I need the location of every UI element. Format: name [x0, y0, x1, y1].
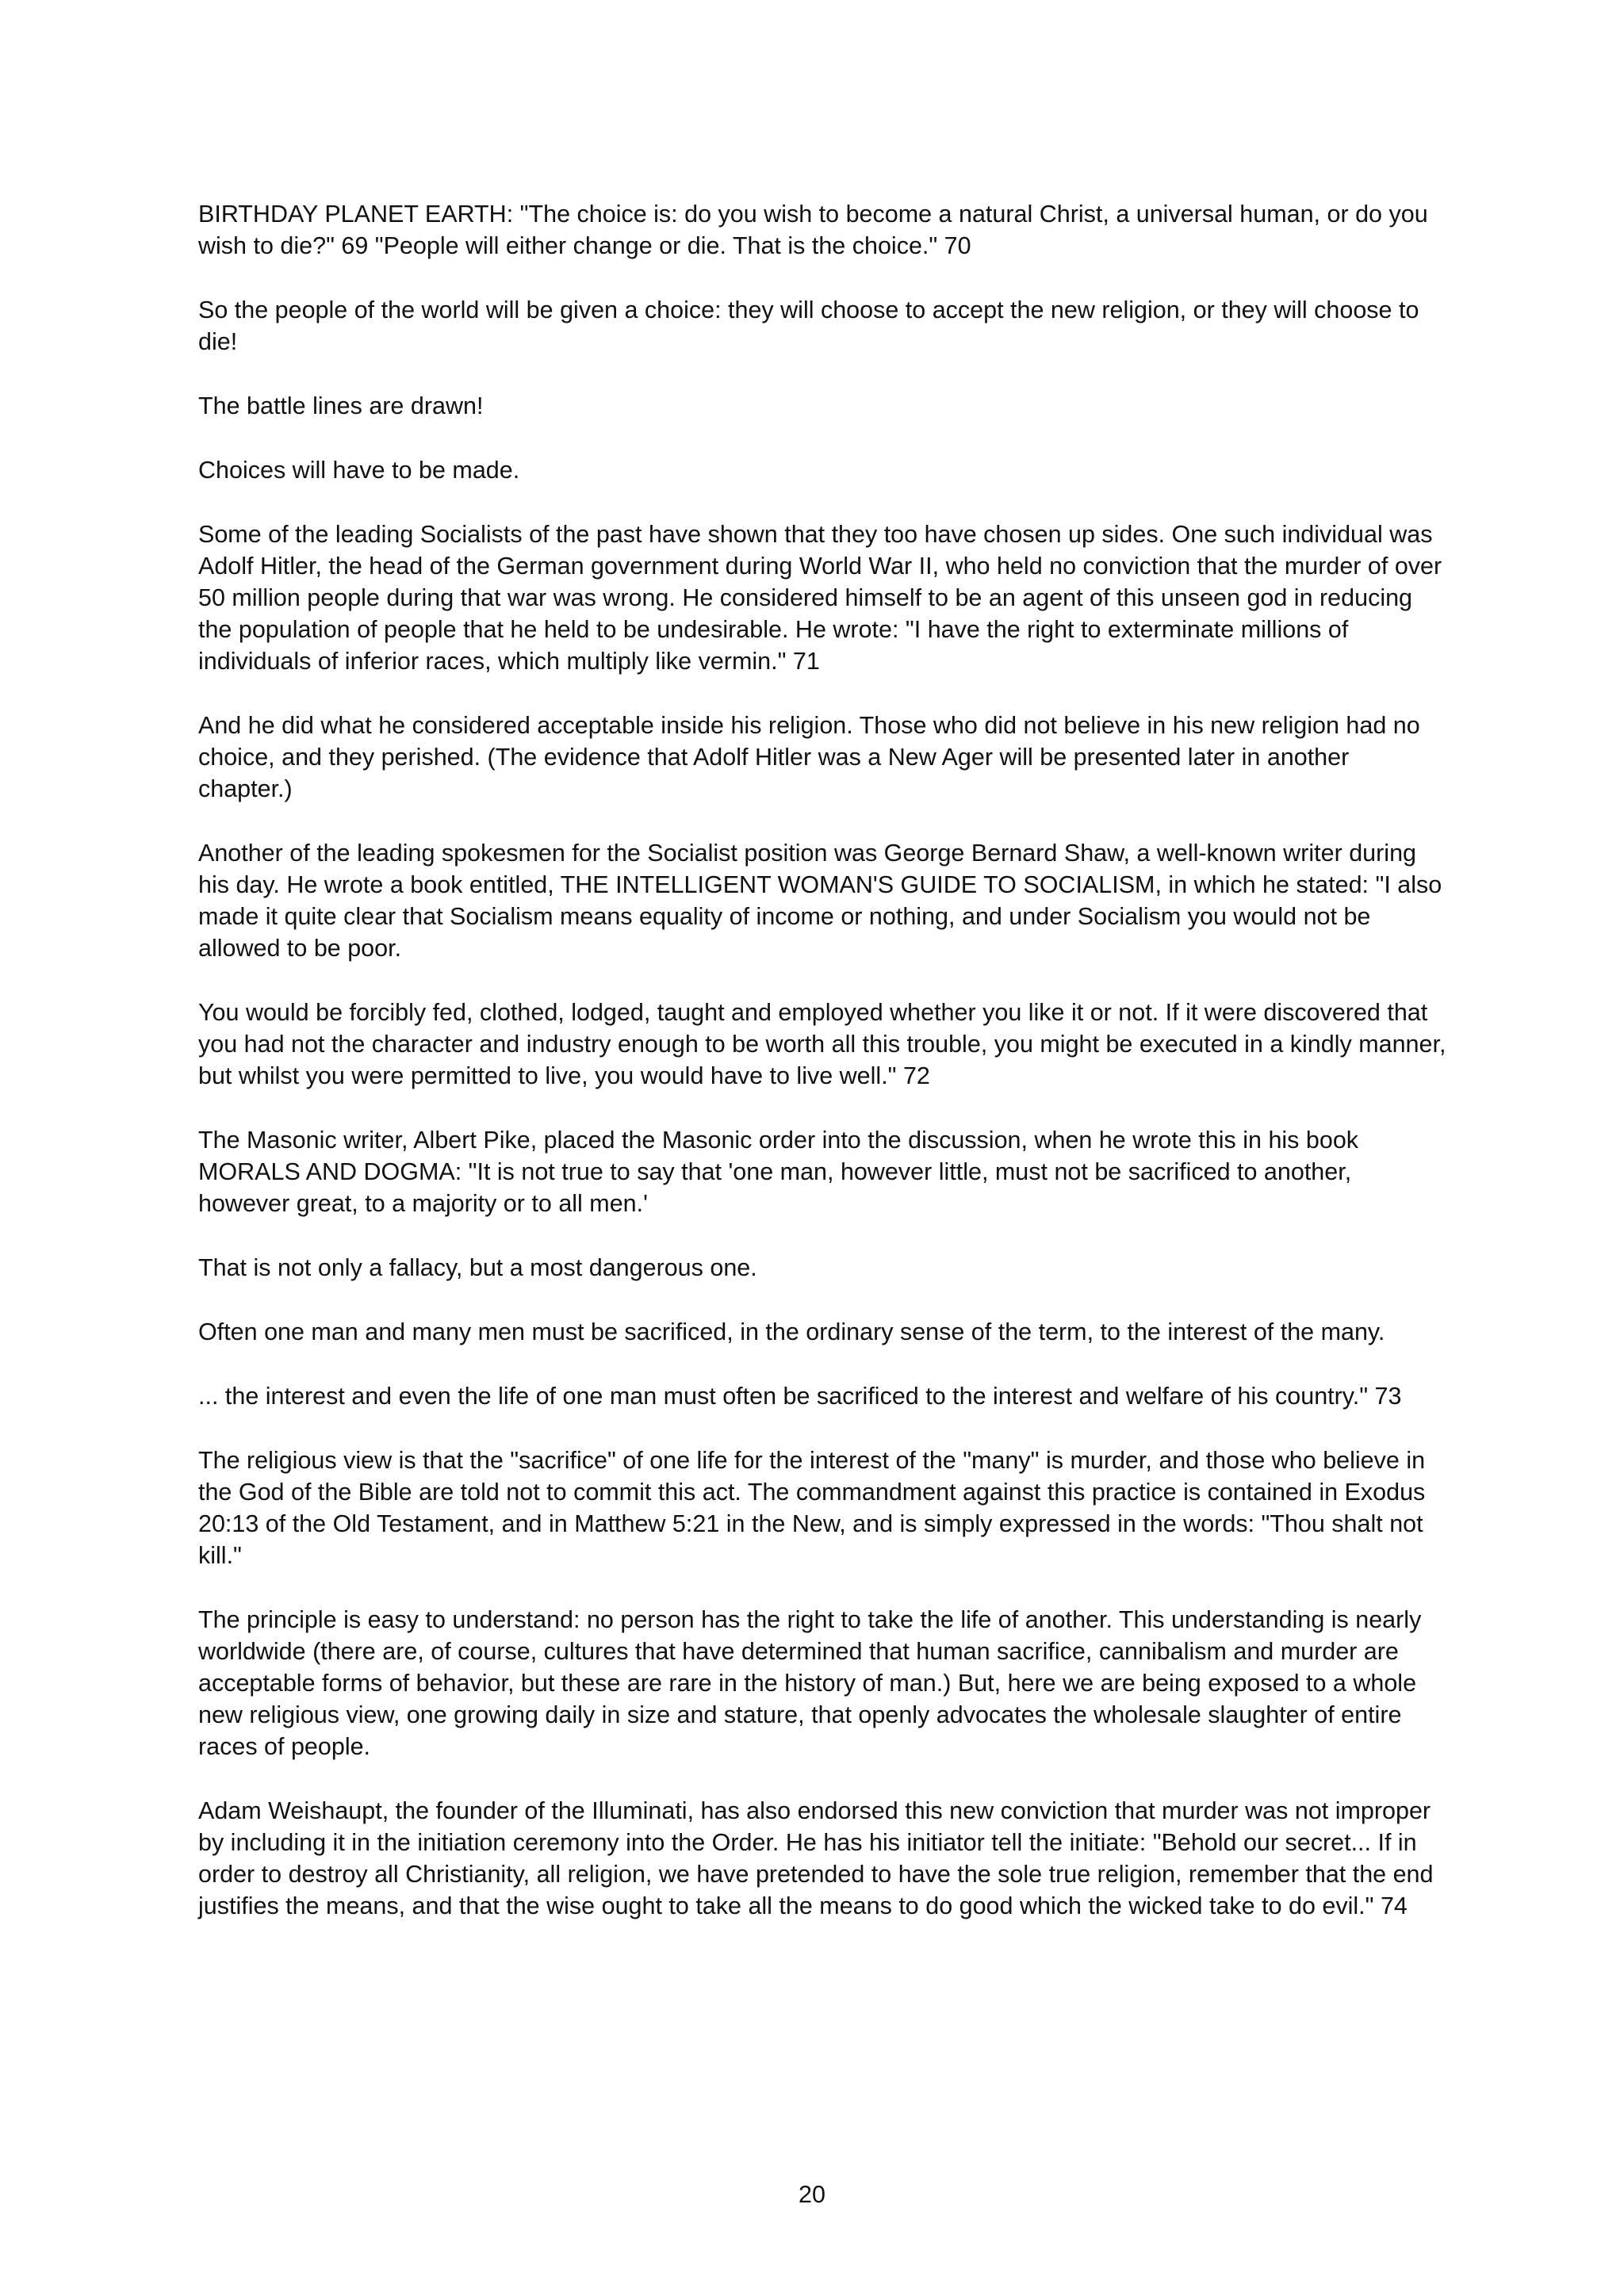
page-body — [198, 198, 1447, 1954]
paragraph: And he did what he considered acceptable inside his religion. Those who did not believe in his new religion had no choice, and they perished. (The evidence that Adolf Hitler was a New Ager will be presented later in another chapter.) — [198, 712, 1420, 802]
paragraph: Choices will have to be made. — [198, 457, 520, 484]
paragraph: ... the interest and even the life of one man must often be sacrificed to the interest and welfare of his country." 73 — [198, 1383, 1402, 1410]
page-number: 20 — [799, 2181, 825, 2208]
paragraph: The religious view is that the "sacrifice" of one life for the interest of the "many" is murder, and those who believe in the God of the Bible are told not to commit this act. The commandment against this practice is contained in Exodus 20:13 of the Old Testament, and in Matthew 5:21 in the New, and is simply expressed in the words: "Thou shalt not kill." — [198, 1447, 1426, 1569]
paragraph: So the people of the world will be given a choice: they will choose to accept the new religion, or they will choose to die! — [198, 297, 1419, 355]
paragraph: The Masonic writer, Albert Pike, placed the Masonic order into the discussion, when he wrote this in his book MORALS AND DOGMA: "It is not true to say that 'one man, however little, must not be sacrificed to another, however great, to a majority or to all men.' — [198, 1127, 1359, 1217]
paragraph: BIRTHDAY PLANET EARTH: "The choice is: do you wish to become a natural Christ, a universal human, or do you wish to die?" 69 "People will either change or die. That is the choice." 70 — [198, 201, 1428, 259]
paragraph: Adam Weishaupt, the founder of the Illuminati, has also endorsed this new conviction that murder was not improper by including it in the initiation ceremony into the Order. He has his initiator tell the initiate: "Behold our secret... If in order to destroy all Christianity, all religion, we have pretended to have the sole true religion, remember that the end justifies the means, and that the wise ought to take all the means to do good which the wicked take to do evil." 74 — [198, 1797, 1434, 1919]
paragraph: You would be forcibly fed, clothed, lodged, taught and employed whether you like it or not. If it were discovered that you had not the character and industry enough to be worth all this trouble, you might be executed in a kindly manner, but whilst you were permitted to live, you would have to live well." 72 — [198, 999, 1446, 1089]
paragraph: The battle lines are drawn! — [198, 392, 484, 419]
paragraph: Often one man and many men must be sacrificed, in the ordinary sense of the term, to the interest of the many. — [198, 1318, 1385, 1345]
paragraph: That is not only a fallacy, but a most dangerous one. — [198, 1254, 757, 1281]
paragraph: Another of the leading spokesmen for the Socialist position was George Bernard Shaw, a well-known writer during his day. He wrote a book entitled, THE INTELLIGENT WOMAN'S GUIDE TO SOCIALISM, in which he stated: "I also made it quite clear that Socialism means equality of income or nothing, and under Socialism you would not be allowed to be poor. — [198, 840, 1442, 962]
paragraph: The principle is easy to understand: no person has the right to take the life of another. This understanding is nearly worldwide (there are, of course, cultures that have determined that human sacrifice, cannibalism and murder are acceptable forms of behavior, but these are rare in the history of man.) But, here we are being exposed to a whole new religious view, one growing daily in size and stature, that openly advocates the wholesale slaughter of entire races of people. — [198, 1606, 1422, 1760]
paragraph: Some of the leading Socialists of the past have shown that they too have chosen up sides. One such individual was Adolf Hitler, the head of the German government during World War II, who held no conviction that the murder of over 50 million people during that war was wrong. He considered himself to be an agent of this unseen god in reducing the population of people that he held to be undesirable. He wrote: "I have the right to exterminate millions of individuals of inferior races, which multiply like vermin." 71 — [198, 521, 1442, 675]
